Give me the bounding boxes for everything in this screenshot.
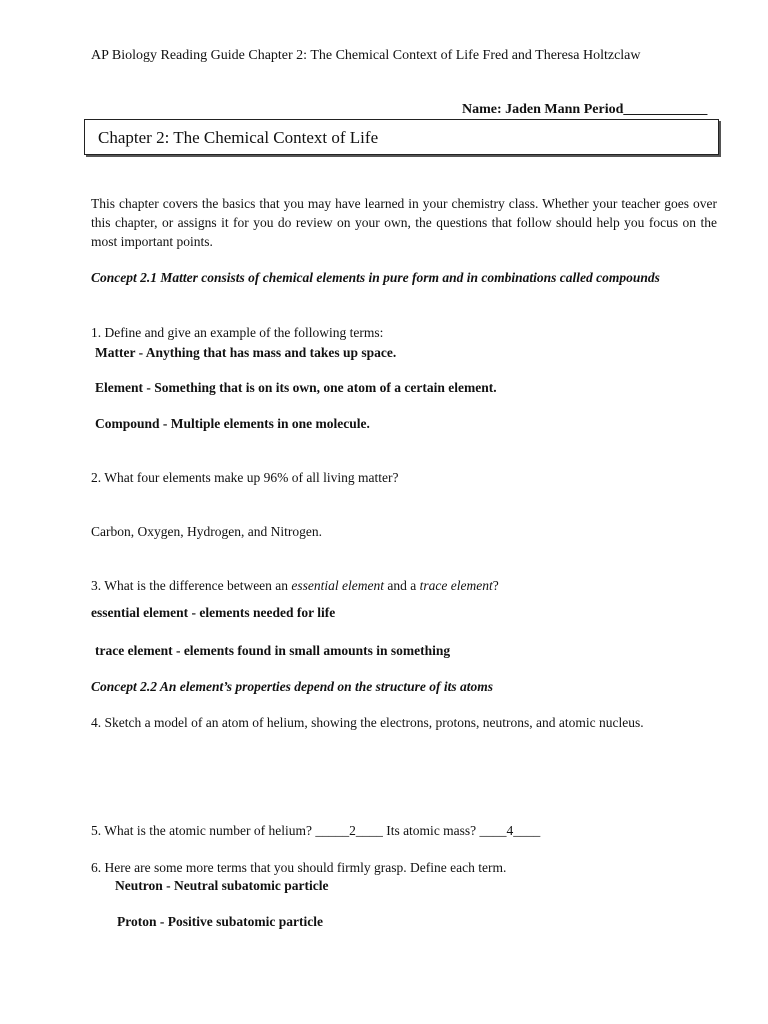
question-3-prefix: 3. What is the difference between an — [91, 578, 292, 593]
answer-essential-element: essential element - elements needed for life — [91, 605, 336, 620]
concept-2-2-heading: Concept 2.2 An element’s properties depend on the structure of its atoms — [91, 679, 494, 694]
question-5: 5. What is the atomic number of helium? _____2____ Its atomic mass? ____4____ — [91, 823, 541, 838]
answer-2: Carbon, Oxygen, Hydrogen, and Nitrogen. — [91, 524, 322, 539]
answer-trace-element: trace element - elements found in small amounts in something — [95, 643, 451, 658]
concept-2-1-heading: Concept 2.1 Matter consists of chemical elements in pure form and in combinations called compounds — [91, 270, 660, 285]
student-name-line: Name: Jaden Mann Period____________ — [462, 102, 708, 117]
term-essential-element: essential element — [291, 578, 385, 593]
answer-element: Element - Something that is on its own, one atom of a certain element. — [95, 380, 497, 395]
guide-header: AP Biology Reading Guide Chapter 2: The Chemical Context of Life Fred and Theresa Holtzclaw — [91, 48, 641, 63]
answer-compound: Compound - Multiple elements in one molecule. — [95, 416, 370, 431]
question-3-suffix: ? — [492, 578, 499, 593]
answer-proton: Proton - Positive subatomic particle — [117, 914, 323, 929]
question-3-mid: and a — [384, 578, 420, 593]
term-trace-element: trace element — [419, 578, 493, 593]
chapter-title: Chapter 2: The Chemical Context of Life — [98, 128, 379, 147]
question-1: 1. Define and give an example of the following terms: — [91, 325, 384, 340]
intro-paragraph: This chapter covers the basics that you may have learned in your chemistry class. Whether your teacher goes over this chapter, or assigns it for you do review on your own, the questions that follow should help you focus on the most important points. — [91, 196, 717, 249]
question-2: 2. What four elements make up 96% of all living matter? — [91, 470, 399, 485]
chapter-title-box — [84, 119, 719, 155]
answer-neutron: Neutron - Neutral subatomic particle — [115, 878, 329, 893]
question-4: 4. Sketch a model of an atom of helium, showing the electrons, protons, neutrons, and atomic nucleus. — [91, 715, 644, 730]
question-3 — [91, 576, 499, 595]
question-6: 6. Here are some more terms that you should firmly grasp. Define each term. — [91, 860, 507, 875]
answer-matter: Matter - Anything that has mass and takes up space. — [95, 345, 397, 360]
